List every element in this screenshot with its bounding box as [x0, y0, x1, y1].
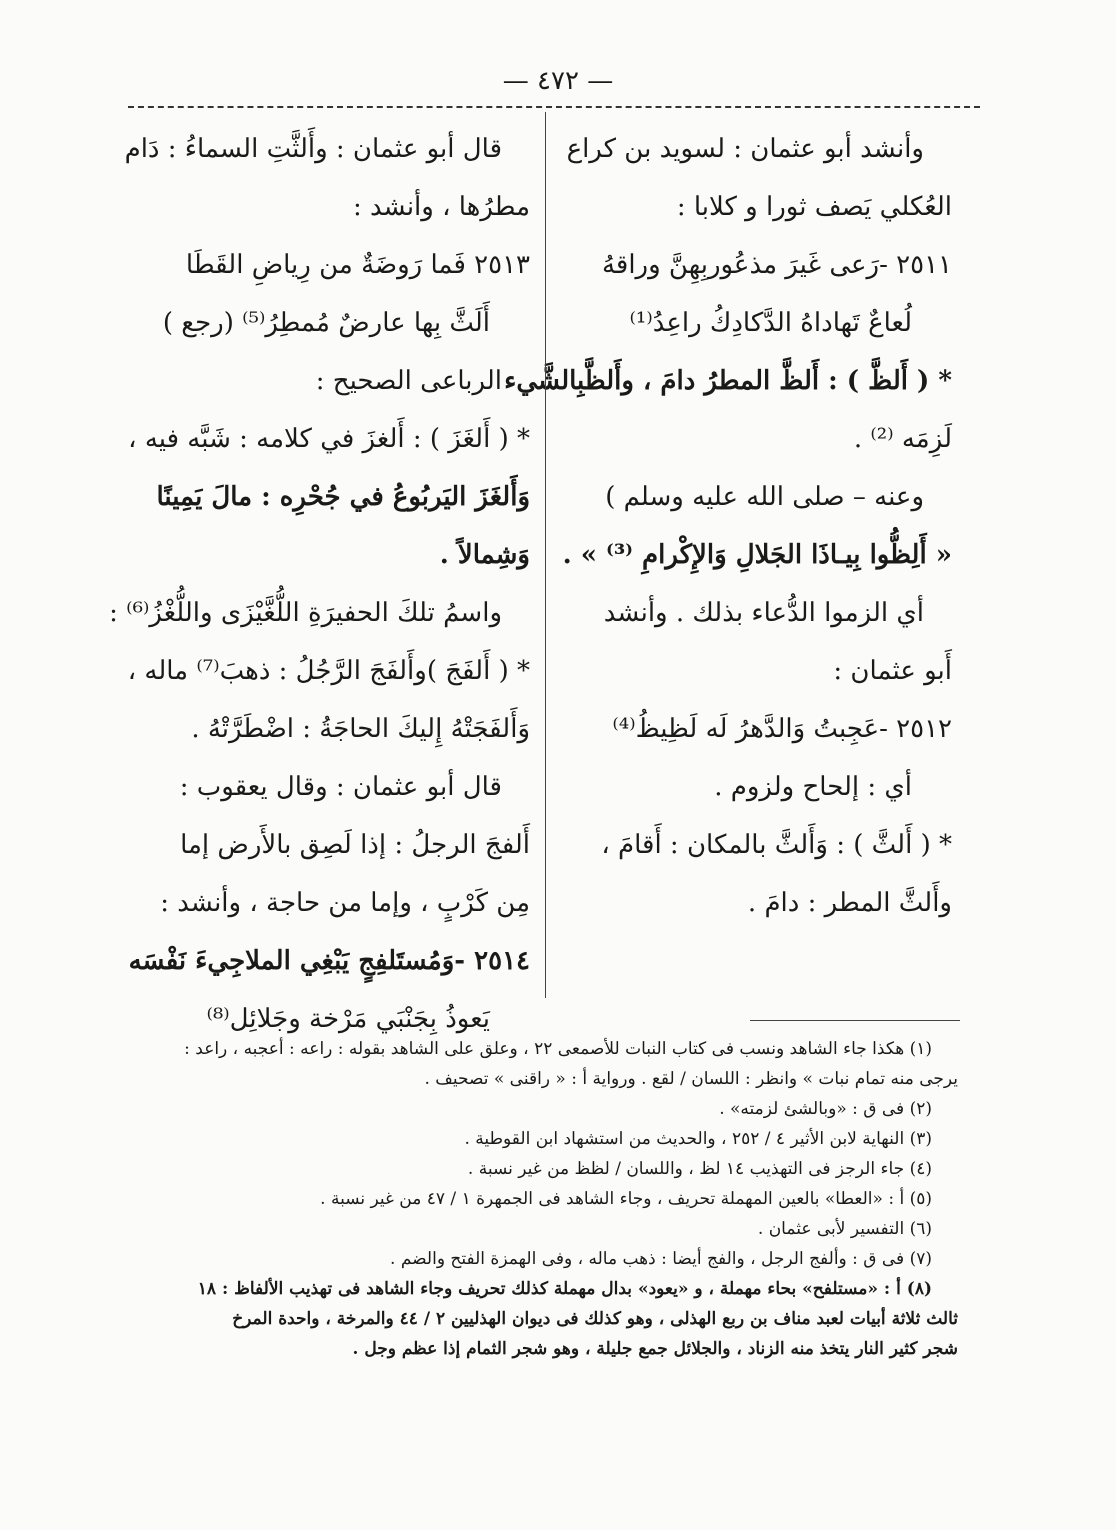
footnotes-section	[136, 1034, 958, 1364]
footnote-line: (٥) أ : «العطا» بالعين المهملة تحريف ، وجاء الشاهد فى الجمهرة ١ / ٤٧ من غير نسبة .	[320, 1189, 932, 1209]
text-line: وَأَلغَزَ اليَربُوعُ في جُحْرِه : مالَ يَمِينًا	[156, 482, 530, 512]
text-line: يَعوذُ بِجَنْبَي مَرْخة وجَلائِل⁽⁸⁾	[206, 1004, 490, 1034]
text-line: واسمُ تلكَ الحفيرَةِ اللُّغَّيْزَى واللُّغْزُ⁽⁶⁾ :	[109, 598, 502, 628]
text-line: * ( أَلظَّ ) : أَلظَّ المطرُ دامَ ، وأَلظَّبِالشَّيء	[504, 366, 952, 396]
text-line: * ( أَلثَّ ) : وَأَلثَّ بالمكان : أَقامَ ،	[601, 830, 952, 860]
text-line: أَلَثَّ بِها عارضٌ مُمطِرُ⁽⁵⁾ (رجع )	[162, 308, 490, 338]
footnote-line: ثالث ثلاثة أبيات لعبد مناف بن ربع الهذلى ، وهو كذلك فى ديوان الهذليين ٢ / ٤٤ والمرخة ، واحدة المرخ	[232, 1309, 958, 1329]
header-rule	[128, 106, 980, 108]
text-line: لَزِمَه ⁽²⁾ .	[853, 424, 952, 454]
text-line: ٢٥١١ -رَعى غَيرَ مذعُوربِهِنَّ وراقهُ	[601, 250, 952, 280]
footnote-line: شجر كثير النار يتخذ منه الزناد ، والجلائل جمع جليلة ، وهو شجر الثمام إذا عظم وجل .	[352, 1339, 958, 1359]
text-line: وَشِمالاً .	[439, 540, 530, 570]
text-line: * ( أَلفَجَ )وأَلفَجَ الرَّجُلُ : ذهبَ⁽⁷⁾ ماله ،	[127, 656, 530, 686]
text-line: لُعاعٌ تَهاداهُ الدَّكادِكُ راعِدُ⁽¹⁾	[629, 308, 912, 338]
text-line: أي الزموا الدُّعاء بذلك . وأنشد	[603, 598, 924, 628]
text-line: وأنشد أبو عثمان : لسويد بن كراع	[566, 134, 924, 164]
text-line: وَأَلفَجَتْهُ إِليكَ الحاجَةُ : اضْطَرَّتْهُ .	[191, 714, 530, 744]
text-line: ٢٥١٤ -وَمُستَلفِجٍ يَبْغِي الملاجِيءَ نَفْسَه	[128, 946, 530, 976]
text-line: « أَلِظُّوا بِيـاذَا الجَلالِ وَالإِكْرامِ ⁽³⁾ » .	[562, 540, 952, 570]
footnote-line: (٨) أ : «مستلفح» بحاء مهملة ، و «يعود» بدال مهملة كذلك تحريف وجاء الشاهد فى تهذيب الألفاظ : ١٨	[197, 1279, 932, 1299]
footnote-line: (٢) فى ق : «وبالشئ لزمته» .	[719, 1099, 932, 1119]
text-line: مِن كَرْبٍ ، وإما من حاجة ، وأنشد :	[160, 888, 530, 918]
footnote-line: يرجى منه تمام نبات » وانظر : اللسان / لقع . ورواية أ : « راقنى » تصحيف .	[424, 1069, 958, 1089]
text-line: ٢٥١٢ -عَجِبتُ وَالدَّهرُ لَه لَظِيظُ⁽⁴⁾	[612, 714, 952, 744]
page-number: — ٤٧٢ —	[502, 66, 614, 96]
column-divider	[545, 112, 546, 998]
text-line: مطرُها ، وأنشد :	[352, 192, 530, 222]
text-line: قال أبو عثمان : وأَلثَّتِ السماءُ : دَام	[124, 134, 502, 164]
right-text-column	[504, 120, 952, 932]
footnote-line: (٦) التفسير لأبى عثمان .	[757, 1219, 932, 1239]
text-line: وعنه – صلى الله عليه وسلم )	[605, 482, 924, 512]
footnote-line: (١) هكذا جاء الشاهد ونسب فى كتاب النبات للأصمعى ٢٢ ، وعلق على الشاهد بقوله : راعه : أعجبه ، راعد :	[184, 1039, 932, 1059]
text-line: العُكلي يَصف ثورا و كلابا :	[676, 192, 952, 222]
text-line: أي : إلحاح ولزوم .	[714, 772, 912, 802]
footnote-line: (٤) جاء الرجز فى التهذيب ١٤ لظ ، واللسان / لظظ من غير نسبة .	[467, 1159, 932, 1179]
text-line: * ( أَلغَزَ ) : أَلغزَ في كلامه : شَبَّه فيه ،	[128, 424, 530, 454]
text-line: وأَلثَّ المطر : دامَ .	[747, 888, 952, 918]
footnote-line: (٧) فى ق : وألفج الرجل ، والفج أيضا : ذهب ماله ، وفى الهمزة الفتح والضم .	[390, 1249, 932, 1269]
text-line: ٢٥١٣ فَما رَوضَةٌ من رِياضِ القَطَا	[185, 250, 530, 280]
text-line: الرباعى الصحيح :	[315, 366, 502, 396]
text-line: أَبو عثمان :	[833, 656, 952, 686]
left-text-column	[109, 120, 530, 1048]
footnote-rule	[750, 1020, 960, 1021]
text-line: قال أبو عثمان : وقال يعقوب :	[179, 772, 502, 802]
footnote-line: (٣) النهاية لابن الأثير ٤ / ٢٥٢ ، والحديث من استشهاد ابن القوطية .	[464, 1129, 932, 1149]
text-line: أَلفجَ الرجلُ : إذا لَصِق بالأَرض إما	[180, 830, 530, 860]
